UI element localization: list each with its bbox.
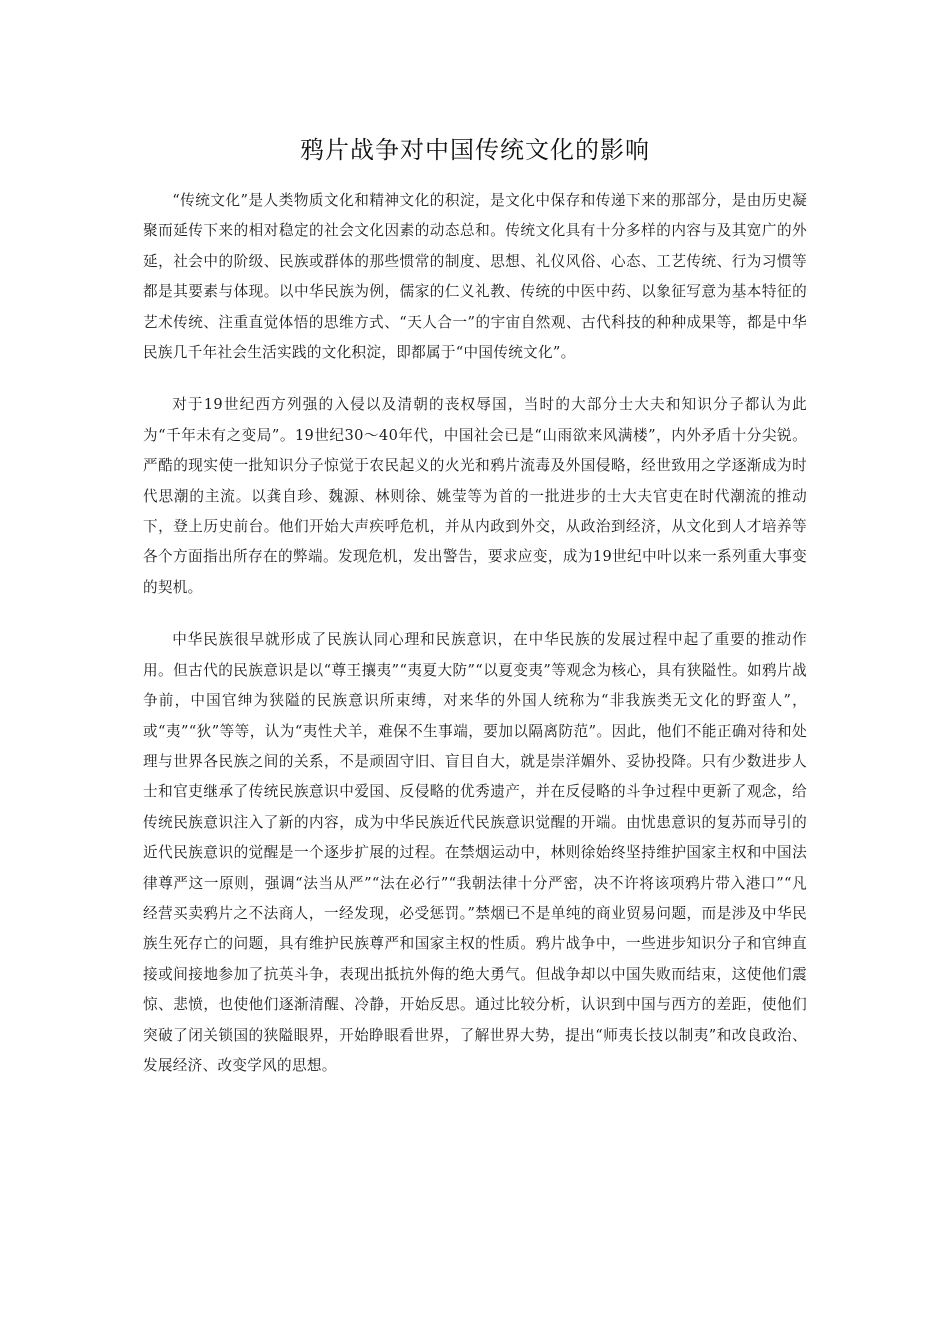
paragraph-1: “传统文化”是人类物质文化和精神文化的积淀，是文化中保存和传递下来的那部分，是由历史凝聚而延传下来的相对稳定的社会文化因素的动态总和。传统文化具有十分多样的内容与及其宽广的外延，社会中的阶级、民族或群体的那些惯常的制度、思想、礼仪风俗、心态、工艺传统、行为习惯等都是其要素与体现。以中华民族为例，儒家的仁义礼教、传统的中医中药、以象征写意为基本特征的艺术传统、注重直觉体悟的思维方式、“天人合一”的宇宙自然观、古代科技的种种成果等，都是中华民族几千年社会生活实践的文化积淀，即都属于“中国传统文化”。 [143,192,807,362]
paragraph-3: 中华民族很早就形成了民族认同心理和民族意识，在中华民族的发展过程中起了重要的推动作用。但古代的民族意识是以“尊王攘夷”“夷夏大防”“以夏变夷”等观念为核心，具有狭隘性。如鸦片战争前，中国官绅为狭隘的民族意识所束缚，对来华的外国人统称为“非我族类无文化的野蛮人”，或“夷”“狄”等等，认为“夷性犬羊，难保不生事端，要加以隔离防范”。因此，他们不能正确对待和处理与世界各民族之间的关系，不是顽固守旧、盲目自大，就是崇洋媚外、妥协投降。只有少数进步人士和官吏继承了传统民族意识中爱国、反侵略的优秀遗产，并在反侵略的斗争过程中更新了观念，给传统民族意识注入了新的内容，成为中华民族近代民族意识觉醒的开端。由忧患意识的复苏而导引的近代民族意识的觉醒是一个逐步扩展的过程。在禁烟运动中，林则徐始终坚持维护国家主权和中国法律尊严这一原则，强调“法当从严”“法在必行”“我朝法律十分严密，决不许将该项鸦片带入港口”“凡经营买卖鸦片之不法商人，一经发现，必受惩罚。”禁烟已不是单纯的商业贸易问题，而是涉及中华民族生死存亡的问题，具有维护民族尊严和国家主权的性质。鸦片战争中，一些进步知识分子和官绅直接或间接地参加了抗英斗争，表现出抵抗外侮的绝大勇气。但战争却以中国失败而结束，这使他们震惊、悲愤，也使他们逐渐清醒、冷静，开始反思。通过比较分析，认识到中国与西方的差距，使他们突破了闭关锁国的狭隘眼界，开始睁眼看世界，了解世界大势，提出“师夷长技以制夷”和改良政治、发展经济、改变学风的思想。 [143,631,807,1074]
document-body [143,186,807,1081]
paragraph-2: 对于19世纪西方列强的入侵以及清朝的丧权辱国，当时的大部分士大夫和知识分子都认为此为“千年未有之变局”。19世纪30～40年代，中国社会已是“山雨欲来风满楼”，内外矛盾十分尖锐。严酷的现实使一批知识分子惊觉于农民起义的火光和鸦片流毒及外国侵略，经世致用之学逐渐成为时代思潮的主流。以龚自珍、魏源、林则徐、姚莹等为首的一批进步的士大夫官吏在时代潮流的推动下，登上历史前台。他们开始大声疾呼危机，并从内政到外交，从政治到经济，从文化到人才培养等各个方面指出所存在的弊端。发现危机，发出警告，要求应变，成为19世纪中叶以来一系列重大事变的契机。 [143,396,807,596]
document-title: 鸦片战争对中国传统文化的影响 [300,136,650,164]
